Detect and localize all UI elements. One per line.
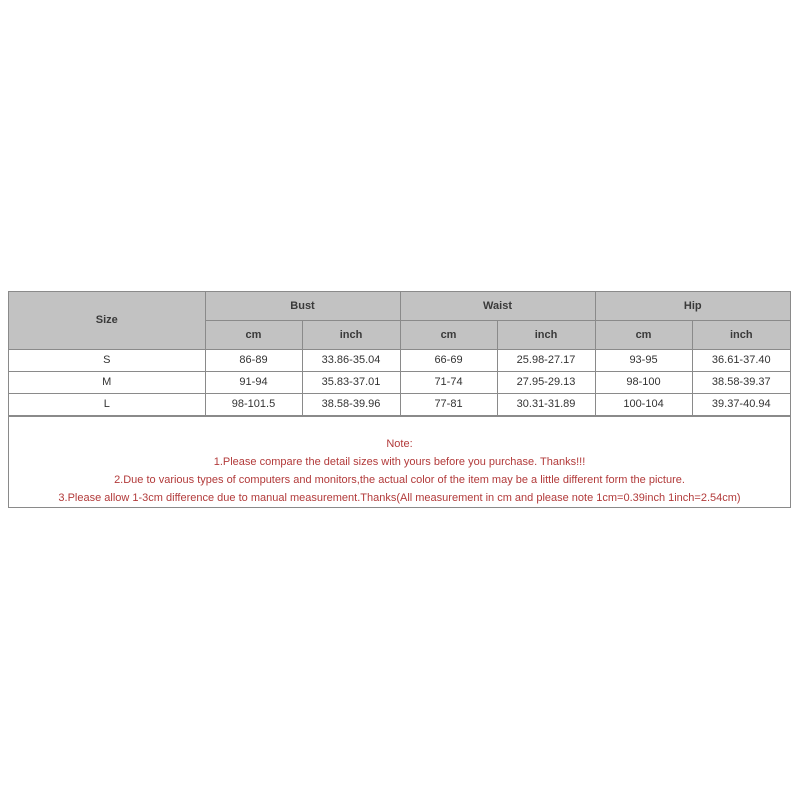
header-bust-inch: inch xyxy=(302,320,400,349)
cell-hip-cm: 98-100 xyxy=(595,371,692,393)
cell-size: L xyxy=(9,393,205,415)
header-bust: Bust xyxy=(205,292,400,320)
cell-bust-cm: 86-89 xyxy=(205,349,302,371)
size-table xyxy=(9,292,790,416)
cell-bust-inch: 33.86-35.04 xyxy=(302,349,400,371)
cell-bust-inch: 35.83-37.01 xyxy=(302,371,400,393)
header-hip-cm: cm xyxy=(595,320,692,349)
cell-bust-cm: 91-94 xyxy=(205,371,302,393)
header-size: Size xyxy=(9,292,205,349)
cell-waist-inch: 30.31-31.89 xyxy=(497,393,595,415)
header-waist: Waist xyxy=(400,292,595,320)
note-title: Note: xyxy=(386,437,413,450)
note-line-1: 1.Please compare the detail sizes with yours before you purchase. Thanks!!! xyxy=(213,455,586,468)
cell-waist-cm: 66-69 xyxy=(400,349,497,371)
header-hip: Hip xyxy=(595,292,790,320)
header-hip-inch: inch xyxy=(692,320,790,349)
note-line-2: 2.Due to various types of computers and monitors,the actual color of the item may be a little different form the picture. xyxy=(114,473,685,486)
cell-hip-inch: 39.37-40.94 xyxy=(692,393,790,415)
cell-hip-inch: 36.61-37.40 xyxy=(692,349,790,371)
cell-bust-cm: 98-101.5 xyxy=(205,393,302,415)
cell-waist-cm: 71-74 xyxy=(400,371,497,393)
header-bust-cm: cm xyxy=(205,320,302,349)
cell-size: M xyxy=(9,371,205,393)
header-row-groups xyxy=(9,292,790,320)
cell-hip-cm: 93-95 xyxy=(595,349,692,371)
cell-hip-inch: 38.58-39.37 xyxy=(692,371,790,393)
notes-section xyxy=(9,416,790,507)
cell-waist-inch: 27.95-29.13 xyxy=(497,371,595,393)
table-row-l xyxy=(9,393,790,415)
header-waist-inch: inch xyxy=(497,320,595,349)
cell-waist-inch: 25.98-27.17 xyxy=(497,349,595,371)
cell-bust-inch: 38.58-39.96 xyxy=(302,393,400,415)
note-line-3: 3.Please allow 1-3cm difference due to manual measurement.Thanks(All measurement in cm and please note 1cm=0.39inch 1inch=2.54cm) xyxy=(58,491,741,504)
header-waist-cm: cm xyxy=(400,320,497,349)
cell-size: S xyxy=(9,349,205,371)
size-chart xyxy=(8,291,791,508)
table-row-m xyxy=(9,371,790,393)
cell-hip-cm: 100-104 xyxy=(595,393,692,415)
table-row-s xyxy=(9,349,790,371)
cell-waist-cm: 77-81 xyxy=(400,393,497,415)
